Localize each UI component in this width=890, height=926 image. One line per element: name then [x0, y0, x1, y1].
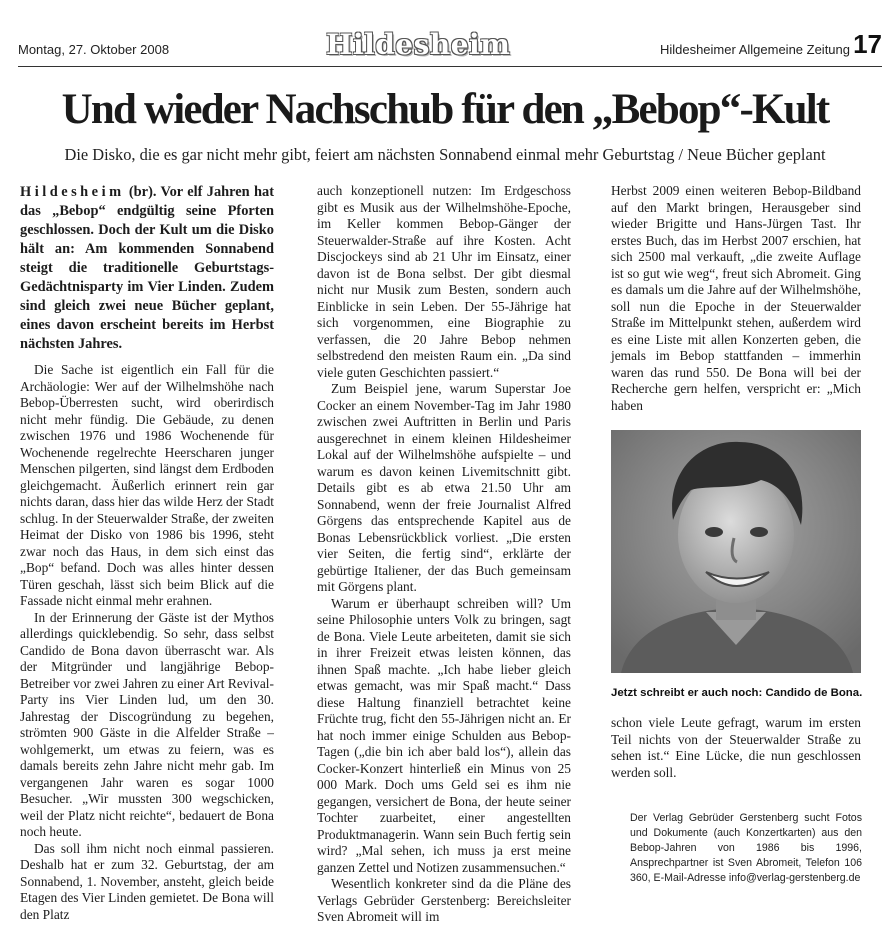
paragraph: auch konzeptionell nutzen: Im Erdgeschoss gibt es Musik aus der Wilhelmshöhe-Epoche, im Keller kommen Bebop-Gänger der Steuerwalder-Straße auf ihre Kosten. Acht Discjockeys sind ab 21 Uhr im Einsatz, einer davon ist de Bona selbst. Der gibt diesmal nicht nur Musik zum Besten, sondern auch Einblicke in sein Leben. Der 55-Jährige hat sich vorgenommen, eine Biographie zu verfassen, die 20 Jahre Bebop nehmen selbstredend den meisten Raum ein. „Da sind viele guten Geschichten passiert.“ [317, 183, 571, 380]
article-column-2 [317, 183, 571, 924]
info-box [630, 811, 862, 886]
article-headline: Und wieder Nachschub für den „Bebop“-Kult [61, 86, 829, 133]
page-number: 17 [853, 29, 882, 59]
lead-place: Hildesheim [20, 184, 125, 200]
lead-paragraph [20, 183, 274, 354]
article-column-1 [20, 183, 274, 922]
article-subheadline: Die Disko, die es gar nicht mehr gibt, feiert am nächsten Sonnabend einmal mehr Geburtstag / Neue Bücher geplant [64, 145, 826, 164]
section-title: Hildesheim [326, 28, 511, 61]
paragraph: Wesentlich konkreter sind da die Pläne des Verlags Gebrüder Gerstenberg: Bereichsleiter Sven Abromeit will im [317, 876, 571, 924]
issue-date: Montag, 27. Oktober 2008 [18, 42, 170, 57]
page-header [18, 28, 882, 66]
photo-caption: Jetzt schreibt er auch noch: Candido de Bona. [611, 687, 863, 699]
article-column-3-continued [611, 715, 861, 781]
newspaper-name: Hildesheimer Allgemeine Zeitung [659, 42, 850, 57]
info-text: Der Verlag Gebrüder Gerstenberg sucht Fotos und Dokumente (auch Konzertkarten) aus den Bebop-Jahren von 1986 bis 1996, Ansprechpartner ist Sven Abromeit, Telefon 106 360, E-Mail-Adresse info@verlag-gerstenberg.de [630, 812, 862, 884]
paragraph: schon viele Leute gefragt, warum im ersten Teil nichts von der Steuerwalder Straße zu sehen ist.“ Eine Lücke, die nun geschlossen werden soll. [611, 715, 861, 780]
paragraph: Warum er überhaupt schreiben will? Um seine Philosophie unters Volk zu bringen, sagt de Bona. Viele Leute arbeiteten, damit sie sich in ihrer Freizeit etwas leisten können, das ihnen Spaß machte. „Ich habe lieber gleich etwas gemacht, was mir Spaß macht.“ Dass diese Haltung finanziell betrachtet keine Früchte trug, ficht den 55-Jährigen nicht an. Er hat noch immer einige Schulden aus Bebop-Tagen („die bin ich aber bald los“), allein das Cocker-Konzert hinterließ ein Minus von 25 000 Mark. Doch ums Geld sei es ihm nie gegangen, versichert de Bona, der heute seiner Tochter zuarbeitet, einer angestellten Produktmanagerin. Wann sein Buch fertig sein wird? „Mal sehen, ich muss ja erst meine ganzen Zettel und Notizen zusammensuchen.“ [317, 595, 571, 875]
paragraph: Herbst 2009 einen weiteren Bebop-Bildband auf den Markt bringen, Herausgeber sind wieder Brigitte und Hans-Jürgen Tast. Ihr erstes Buch, das im Herbst 2007 erschien, hat sich 2500 mal verkauft, „die zweite Auflage ist so gut wie weg“, freut sich Abromeit. Ging es damals um die Jahre auf der Wilhelmshöhe, soll nun die Epoche in der Steuerwalder Straße im Mittelpunkt stehen, außerdem wird es eine Liste mit allen Konzerten geben, die jemals im Bebop stattfanden – immerhin waren das rund 550. De Bona will bei der Recherche gern helfen, verspricht er: „Mich haben [611, 183, 861, 413]
paragraph: Die Sache ist eigentlich ein Fall für die Archäologie: Wer auf der Wilhelmshöhe nach Bebop-Überresten sucht, wird oberirdisch nicht mehr fündig. Die Gebäude, zu denen zwischen 1976 und 1986 Wochenende für Wochenende regelrechte Heerscharen junger Menschen pilgerten, sind längst dem Erdboden gleichgemacht. Äußerlich erinnert rein gar nichts daran, dass hier das wilde Herz der Stadt schlug. In der Steuerwalder Straße, der zweiten Heimat der Disko von 1986 bis 1996, steht zwar noch das Haus, in dem sich einst das „Bop“ befand. Doch was alles hinter dessen Türen geschah, lässt sich beim Blick auf die Fassade nicht einmal mehr erahnen. [20, 362, 274, 608]
portrait-photo [611, 430, 861, 673]
header-rule [18, 66, 882, 67]
paragraph: Das soll ihm nicht noch einmal passieren. Deshalb hat er zum 32. Geburtstag, der am Sonnabend, 1. November, ansteht, gleich beide Etagen des Vier Linden gemietet. De Bona will den Platz [20, 840, 274, 922]
paragraph: Zum Beispiel jene, warum Superstar Joe Cocker an einem November-Tag im Jahr 1980 zwischen zwei Auftritten in Berlin und Paris ausgerechnet in einem kleinen Hildesheimer Lokal auf der Wilhelmshöhe aufspielte – und warum es davon keinen Livemitschnitt gibt. Details gibt es ab etwa 21.50 Uhr am Sonnabend, wenn der freie Journalist Alfred Görgens das entsprechende Kapitel aus de Bonas Lebensrückblick vorliest. „Die ersten vier Seiten, die fertig sind“, erklärte der gebürtige Italiener, der das Buch gemeinsam mit Görgens plant. [317, 381, 571, 594]
paragraph: In der Erinnerung der Gäste ist der Mythos allerdings quicklebendig. So sehr, dass selbst Candido de Bona davon überrascht war. Als der Mitgründer und langjährige Bebop-Betreiber vor zwei Jahren zu einer Art Revival-Party ins Vier Linden lud, um den 30. Jahrestag der Discogründung zu begehen, strömten 900 Gäste in die Alfelder Straße – wohlgemerkt, um etwas zu feiern, was es damals bereits zehn Jahre nicht mehr gab. Im vergangenen Jahr waren es sogar 1000 Besucher. „Wir mussten 300 wegschicken, weil der Platz nicht reichte“, bedauert de Bona noch heute. [20, 609, 274, 839]
portrait-illustration [611, 430, 861, 673]
lead-text: (br). Vor elf Jahren hat das „Bebop“ endgültig seine Pforten geschlossen. Doch der Kult um die Disko hält an: Am kommenden Sonnabend steigt die traditionelle Geburtstags-Gedächtnisparty im Vier Linden. Zudem sind gleich zwei neue Bücher geplant, eines davon erscheint bereits im Herbst nächsten Jahres. [20, 184, 274, 352]
article-column-3 [611, 183, 861, 413]
